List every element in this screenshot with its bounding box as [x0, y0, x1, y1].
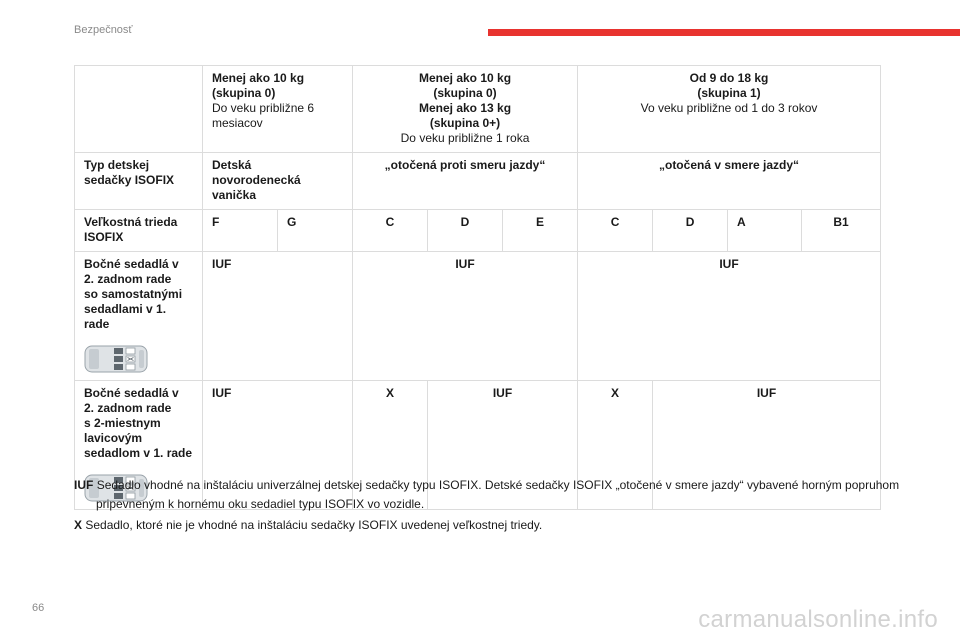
size-class-cell: A [728, 210, 802, 252]
separate-seats-forward-value: IUF [578, 252, 881, 381]
bench-carrycot-value: IUF [203, 381, 353, 510]
page-number: 66 [32, 602, 45, 614]
bench-seat-label: Bočné sedadlá v 2. zadnom rade s 2-miestnym lavicovým sedadlom v 1. rade [75, 381, 203, 510]
x-description: Sedadlo, ktoré nie je vhodné na inštaláciu sedačky ISOFIX uvedenej veľkostnej triedy. [85, 518, 543, 532]
group0plus-cell: Menej ako 10 kg (skupina 0) Menej ako 13 kg (skupina 0+) Do veku približne 1 roka [353, 66, 578, 153]
header-accent-bar [488, 29, 960, 36]
isofix-table [74, 65, 881, 510]
bench-forward-c-value: X [578, 381, 653, 510]
size-class-cell: C [578, 210, 653, 252]
seat-type-row [75, 153, 881, 210]
seat-type-label: Typ detskej sedačky ISOFIX [75, 153, 203, 210]
separate-seats-row [75, 252, 881, 381]
group0-cell: Menej ako 10 kg (skupina 0) Do veku približne 6 mesiacov [203, 66, 353, 153]
watermark: carmanualsonline.info [698, 606, 938, 633]
iuf-legend-note [74, 476, 906, 514]
bench-forward-dab1-value: IUF [653, 381, 881, 510]
size-class-cell: F [203, 210, 278, 252]
group1-cell: Od 9 do 18 kg (skupina 1) Vo veku približne od 1 do 3 rokov [578, 66, 881, 153]
size-class-row [75, 210, 881, 252]
bench-rear-c-value: X [353, 381, 428, 510]
separate-seats-carrycot-value: IUF [203, 252, 353, 381]
bench-rear-de-value: IUF [428, 381, 578, 510]
size-class-cell: B1 [802, 210, 881, 252]
empty-corner-cell [75, 66, 203, 153]
iuf-key: IUF [74, 478, 94, 492]
size-class-cell: G [278, 210, 353, 252]
separate-seats-label: Bočné sedadlá v 2. zadnom rade so samostatnými sedadlami v 1. rade [75, 252, 203, 381]
van-seat-layout-icon [84, 344, 150, 374]
carrycot-cell: Detská novorodenecká vanička [203, 153, 353, 210]
weight-group-row [75, 66, 881, 153]
x-key: X [74, 518, 83, 532]
size-class-cell: D [653, 210, 728, 252]
rear-facing-cell: „otočená proti smeru jazdy“ [353, 153, 578, 210]
forward-facing-cell: „otočená v smere jazdy“ [578, 153, 881, 210]
size-class-cell: C [353, 210, 428, 252]
iuf-description: Sedadlo vhodné na inštaláciu univerzálnej detskej sedačky typu ISOFIX. Detské sedačky ISOFIX „otočené v smere jazdy“ vybavené horným popruhom pripevneným k hornému oku sedadiel typu ISOFIX vo vozidle. [96, 478, 900, 511]
size-class-cell: D [428, 210, 503, 252]
separate-seats-rear-value: IUF [353, 252, 578, 381]
size-class-label: Veľkostná trieda ISOFIX [75, 210, 203, 252]
size-class-cell: E [503, 210, 578, 252]
x-legend-note [74, 516, 884, 535]
section-title: Bezpečnosť [74, 24, 133, 36]
